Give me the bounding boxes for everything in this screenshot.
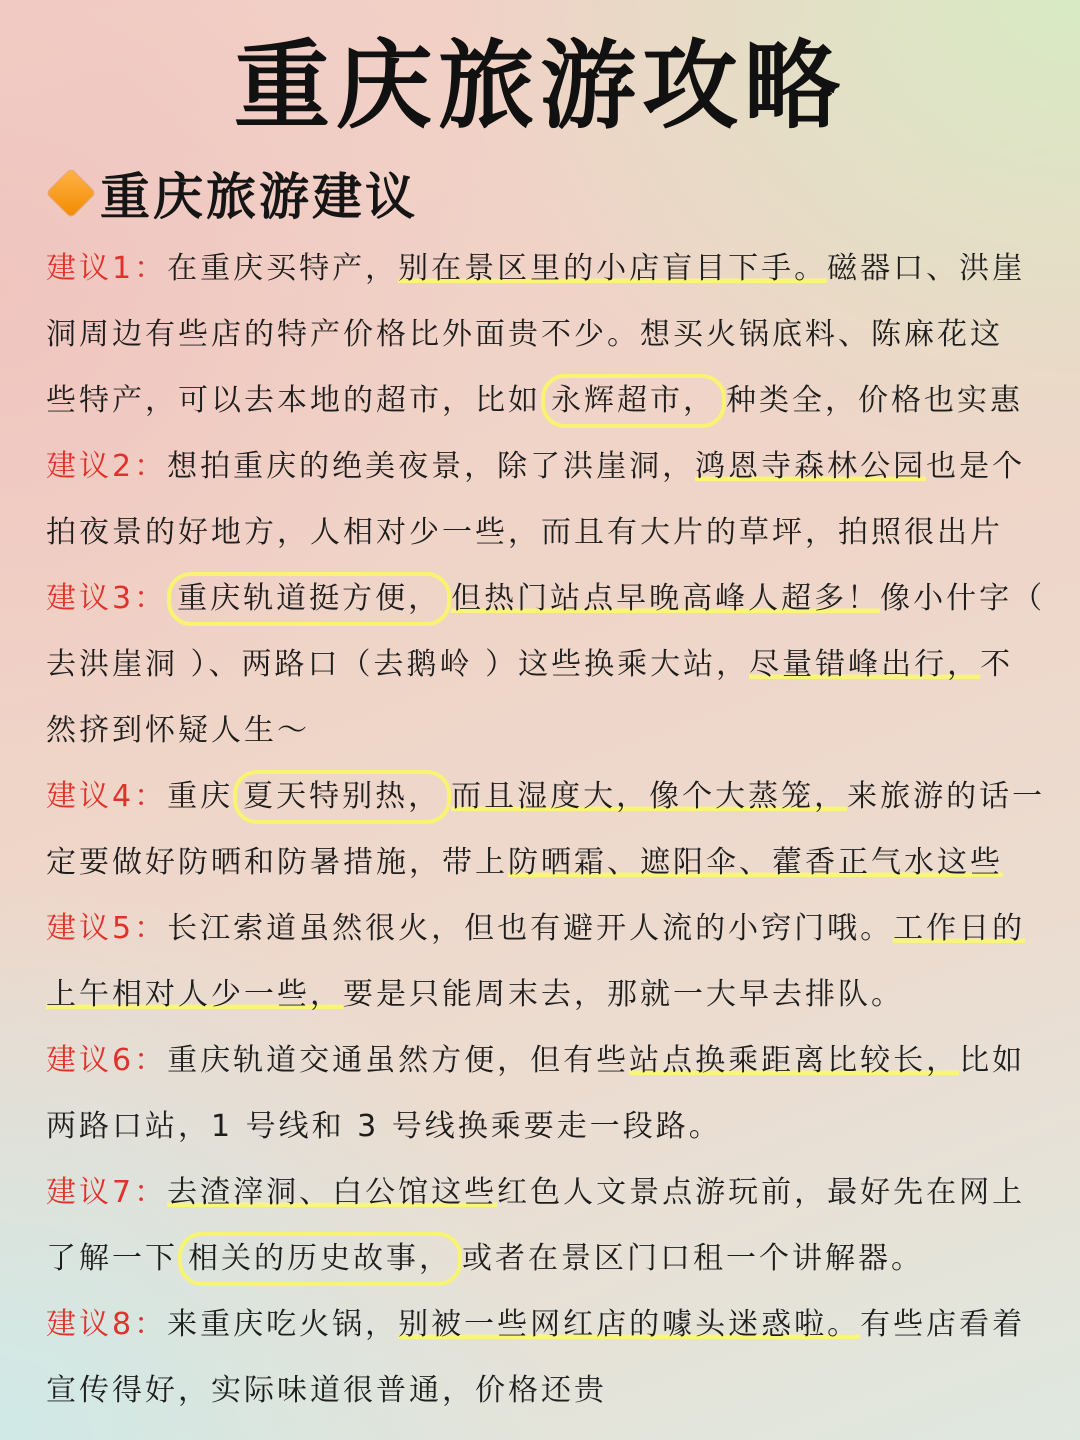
text-run: 两路口站，1 号线和 3 号线换乘要走一段路。 <box>46 1109 722 1144</box>
text-line <box>46 1292 1046 1358</box>
text-run: 重庆 <box>167 779 234 814</box>
text-line <box>46 1028 1046 1094</box>
text-line <box>46 764 1046 830</box>
underlined-phrase: 尽量错峰出行， <box>749 647 981 682</box>
circled-phrase: 永辉超市， <box>541 374 726 428</box>
text-run: 些特产，可以去本地的超市，比如 <box>46 383 541 418</box>
text-run: 种类全，价格也实惠 <box>726 383 1023 418</box>
text-run: 在重庆买特产， <box>167 251 399 286</box>
tip-label: 建议6： <box>46 1043 168 1078</box>
underlined-phrase: 但热门站点早晚高峰人超多！ <box>451 581 881 616</box>
underlined-phrase: 去渣滓洞、白公馆这些 <box>167 1175 498 1210</box>
underlined-phrase: 站点换乘距离比较长， <box>629 1043 960 1078</box>
tip-label: 建议5： <box>46 911 168 946</box>
section-heading <box>46 158 418 228</box>
text-run: 来重庆吃火锅， <box>167 1307 399 1342</box>
text-run: 或者在景区门口租一个讲解器。 <box>462 1241 924 1276</box>
underlined-phrase: 而且湿度大，像个大蒸笼， <box>451 779 848 814</box>
text-run: 定要做好防晒和防暑措施，带上 <box>46 845 508 880</box>
text-line <box>46 434 1046 500</box>
text-line <box>46 632 1046 698</box>
underlined-phrase: 鸿恩寺森林公园 <box>695 449 927 484</box>
text-run: 想拍重庆的绝美夜景，除了洪崖洞， <box>167 449 696 484</box>
text-run: 磁器口、洪崖 <box>827 251 1026 286</box>
underlined-phrase: 上午相对人少一些， <box>46 977 343 1012</box>
circled-phrase: 夏天特别热， <box>233 770 451 824</box>
text-run: 长江索道虽然很火，但也有避开人流的小窍门哦。 <box>167 911 894 946</box>
text-line <box>46 236 1046 302</box>
text-run: 拍夜景的好地方，人相对少一些，而且有大片的草坪，拍照很出片 <box>46 515 1003 550</box>
text-line <box>46 566 1046 632</box>
tip-label: 建议3： <box>46 581 168 616</box>
text-line <box>46 698 1046 764</box>
text-run: 重庆轨道交通虽然方便，但有些 <box>167 1043 630 1078</box>
text-line <box>46 830 1046 896</box>
text-run: 洞周边有些店的特产价格比外面贵不少。想买火锅底料、陈麻花这 <box>46 317 1003 352</box>
text-run: 了解一下 <box>46 1241 178 1276</box>
tips-body <box>46 236 1046 1424</box>
underlined-phrase: 防晒霜、遮阳伞、藿香正气水这些 <box>508 845 1003 880</box>
text-run: 像小什字（ <box>880 581 1046 616</box>
text-run: 宣传得好，实际味道很普通，价格还贵 <box>46 1373 607 1408</box>
text-run: 去洪崖洞 ）、两路口（去鹅岭 ）这些换乘大站， <box>46 647 750 682</box>
text-run: 有些店看着 <box>860 1307 1026 1342</box>
text-line <box>46 1358 1046 1424</box>
text-line <box>46 500 1046 566</box>
underlined-phrase: 工作日的 <box>893 911 1026 946</box>
tip-label: 建议7： <box>46 1175 168 1210</box>
text-run: 不 <box>980 647 1014 682</box>
text-run: 比如 <box>959 1043 1026 1078</box>
text-run: 红色人文景点游玩前，最好先在网上 <box>497 1175 1026 1210</box>
text-run: 来旅游的话一 <box>847 779 1046 814</box>
orange-diamond-icon <box>47 169 95 217</box>
text-run: 然挤到怀疑人生～ <box>46 713 310 748</box>
text-line <box>46 962 1046 1028</box>
tip-label: 建议4： <box>46 779 168 814</box>
underlined-phrase: 别被一些网红店的噱头迷惑啦。 <box>398 1307 861 1342</box>
text-line <box>46 1226 1046 1292</box>
section-heading-text: 重庆旅游建议 <box>100 168 418 226</box>
text-line <box>46 368 1046 434</box>
tip-label: 建议1： <box>46 251 168 286</box>
text-line <box>46 1094 1046 1160</box>
page-title: 重庆旅游攻略 <box>234 30 846 142</box>
text-line <box>46 896 1046 962</box>
text-run: 要是只能周末去，那就一大早去排队。 <box>343 977 904 1012</box>
tip-label: 建议2： <box>46 449 168 484</box>
tip-label: 建议8： <box>46 1307 168 1342</box>
circled-phrase: 相关的历史故事， <box>178 1232 462 1286</box>
text-line <box>46 302 1046 368</box>
circled-phrase: 重庆轨道挺方便， <box>167 572 451 626</box>
text-run: 也是个 <box>926 449 1026 484</box>
text-line <box>46 1160 1046 1226</box>
underlined-phrase: 别在景区里的小店盲目下手。 <box>398 251 828 286</box>
